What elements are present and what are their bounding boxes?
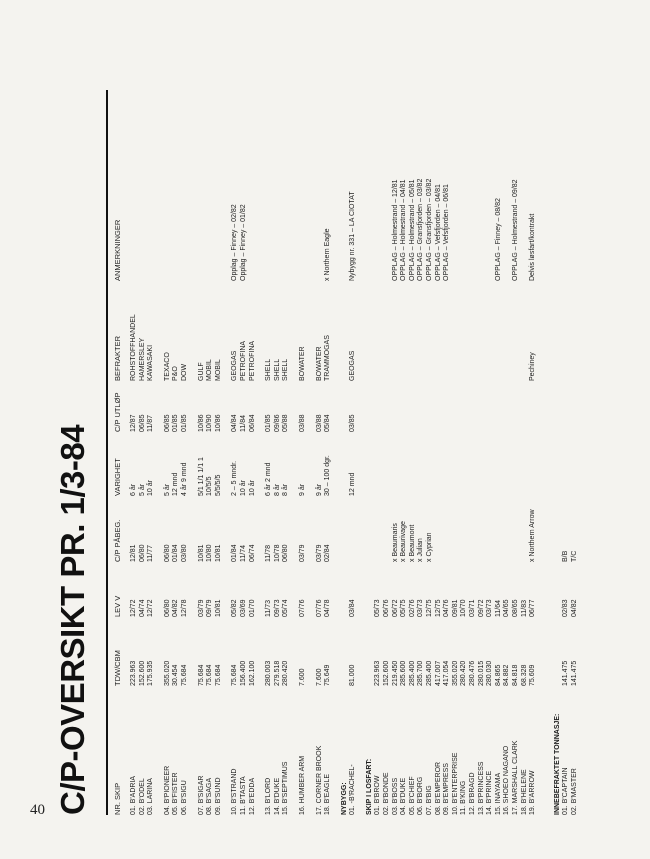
cell-charterer: TEXACO xyxy=(163,352,171,381)
cell-ship: 01. B'CAPTAIN xyxy=(562,767,570,815)
cell-ship: 08. B'SAGA xyxy=(206,777,214,815)
cell-cp-start: 11/78 xyxy=(265,545,273,562)
table-row xyxy=(181,90,190,815)
cell-charterer: SHELL xyxy=(273,358,281,381)
cell-duration: 12 mnd xyxy=(349,472,357,496)
cell-ship: 02. B'ODEL xyxy=(138,778,146,815)
cell-cp-start: 01/84 xyxy=(172,544,180,562)
cell-cp-end: 06/85 xyxy=(163,414,171,432)
cell-lev: 09/72 xyxy=(477,599,485,617)
cell-remarks: OPPLAG – Holmestrand – 04/81 xyxy=(400,179,408,281)
cell-lev: 10/81 xyxy=(214,599,222,617)
cell-lev: 10/70 xyxy=(460,599,468,617)
table-row xyxy=(249,90,258,815)
cell-ship: 10. B'ENTERPRISE xyxy=(451,752,459,815)
cell-lev: 05/74 xyxy=(282,599,290,617)
cell-cp-end: 11/87 xyxy=(147,415,155,432)
table-row xyxy=(478,90,487,815)
cell-cp-start: 06/80 xyxy=(163,544,171,562)
cell-cp-start: x Cyprian xyxy=(426,532,434,562)
cell-ship: 16. SHOEO NAGANO xyxy=(503,745,511,815)
cell-remarks: OPPLAG – Vefsfjorden – 04/81 xyxy=(434,184,442,281)
cell-ship: 13. B'LORD xyxy=(265,777,273,815)
table-row xyxy=(426,90,435,815)
cell-lev: 05/82 xyxy=(231,599,239,617)
cell-duration: 30 – 100 dgr. xyxy=(324,455,332,496)
cell-remarks: Delvis løsfart/kontrakt xyxy=(529,213,537,281)
cell-cp-end: 01/85 xyxy=(172,414,180,432)
cell-ship: 05. B'FISTER xyxy=(172,772,180,815)
cell-cp-start: 03/79 xyxy=(315,544,323,562)
cell-duration: 8 år xyxy=(273,483,281,496)
cell-cp-end: 01/85 xyxy=(265,414,273,432)
cell-charterer: GEOGAS xyxy=(231,350,239,381)
cell-remarks: Opplag – Finney – 01/82 xyxy=(239,204,247,281)
cell-tdw: 285.400 xyxy=(426,660,434,686)
table-row xyxy=(400,90,409,815)
cell-cp-start: T/C xyxy=(570,550,578,562)
table-row xyxy=(443,90,452,815)
cell-charterer: BOWATER xyxy=(315,346,323,381)
cell-remarks: OPPLAG – Gransfjorden – 03/82 xyxy=(426,178,434,281)
cell-lev: 12/72 xyxy=(147,599,155,617)
cell-duration: 10 år xyxy=(248,480,256,496)
cell-cp-end: 03/88 xyxy=(298,414,306,432)
cell-duration: 5/5/5/5 xyxy=(214,474,222,496)
cell-cp-start: 03/79 xyxy=(298,544,306,562)
cell-charterer: PETROFINA xyxy=(248,340,256,381)
cell-duration: 10/5/5 xyxy=(206,476,214,496)
cell-ship: NYBYGG: xyxy=(340,782,348,815)
cell-tdw: 175.935 xyxy=(147,660,155,686)
cell-cp-start: 11/74 xyxy=(239,545,247,562)
cell-tdw: 75.609 xyxy=(529,664,537,686)
cell-tdw: 417.054 xyxy=(443,660,451,686)
table-row xyxy=(495,90,504,815)
cell-lev: 03/84 xyxy=(349,599,357,617)
cell-ship: 13. B'PRINCESS xyxy=(477,761,485,815)
cell-cp-end: 10/90 xyxy=(206,414,214,432)
cell-tdw: 285.400 xyxy=(408,660,416,686)
cell-duration: 9 år xyxy=(298,483,306,496)
cell-lev: 07/76 xyxy=(298,599,306,617)
cell-cp-start: x Beaumont xyxy=(408,524,416,562)
cell-lev: 04/82 xyxy=(570,599,578,617)
cell-ship: SKIP I LOSFART: xyxy=(365,758,373,815)
cell-tdw: 84.865 xyxy=(494,664,502,686)
cell-remarks: Opplag – Finney – 02/82 xyxy=(231,204,239,281)
cell-cp-start: B/B xyxy=(562,550,570,562)
table-row xyxy=(130,90,139,815)
cell-lev: 03/73 xyxy=(486,599,494,617)
cell-duration: 6 år 2 mnd xyxy=(265,462,273,496)
table-row xyxy=(486,90,495,815)
cell-cp-start: 06/80 xyxy=(138,544,146,562)
cell-charterer: SHELL xyxy=(265,358,273,381)
cell-charterer: SHELL xyxy=(282,358,290,381)
cell-tdw: 68.328 xyxy=(520,664,528,686)
cell-cp-start: 11/77 xyxy=(147,545,155,562)
cell-tdw: 84.818 xyxy=(511,664,519,686)
cell-cp-start: 10/80 xyxy=(206,544,214,562)
cell-lev: 04/82 xyxy=(172,599,180,617)
cell-tdw: 81.000 xyxy=(349,664,357,686)
cell-tdw: 280.030 xyxy=(486,660,494,686)
cell-cp-end: 03/88 xyxy=(315,414,323,432)
cell-cp-start: x Northern Arrow xyxy=(529,509,537,562)
cell-ship: 17. CORNER BROOK xyxy=(315,745,323,815)
cell-charterer: KAWASAKI xyxy=(147,344,155,381)
cell-cp-start: x Beaurivage xyxy=(400,521,408,562)
header-cp-pabeg: C/P PÅBEG. xyxy=(113,519,122,562)
cell-lev: 07/76 xyxy=(315,599,323,617)
table-body xyxy=(130,90,580,815)
cell-lev: 02/76 xyxy=(408,599,416,617)
cell-tdw: 223.963 xyxy=(130,660,137,686)
header-varighet: VARIGHET xyxy=(113,458,122,496)
cell-lev: 05/73 xyxy=(374,599,382,617)
cell-cp-start: 10/81 xyxy=(214,544,222,562)
cell-lev: 03/71 xyxy=(469,599,476,617)
cell-ship: 04. B'DUKE xyxy=(400,777,408,815)
table-row xyxy=(383,90,392,815)
cell-ship: 11. B'KING xyxy=(460,780,468,815)
cell-cp-start: x Julian xyxy=(417,538,425,562)
cell-ship: 09. B'EMPRESS xyxy=(443,763,451,815)
cell-cp-end: 03/85 xyxy=(349,414,357,432)
cell-tdw: 280.420 xyxy=(282,660,290,686)
table-row xyxy=(282,90,291,815)
table-row xyxy=(215,90,224,815)
cell-lev: 04/78 xyxy=(324,599,332,617)
rotated-table-page xyxy=(44,90,614,815)
cell-ship: 05. B'CHIEF xyxy=(408,776,416,815)
cell-tdw: 285.600 xyxy=(400,660,408,686)
cell-charterer: P&O xyxy=(172,366,180,381)
cell-cp-start: 12/81 xyxy=(130,544,137,562)
cell-ship: 06. B'BORG xyxy=(417,776,425,815)
cell-tdw: 223.963 xyxy=(374,660,382,686)
cell-tdw: 75.684 xyxy=(231,664,239,686)
cell-lev: 06/76 xyxy=(383,599,391,617)
table-row xyxy=(571,90,580,815)
cell-ship: 01. B'BROW xyxy=(374,775,382,815)
cell-tdw: 75.684 xyxy=(214,664,222,686)
cell-ship: 01. -B'RACHEL- xyxy=(349,764,357,815)
cell-ship: 12. B'EDDA xyxy=(248,777,256,815)
table-row xyxy=(452,90,461,815)
table-row xyxy=(147,90,156,815)
cell-cp-start: 10/78 xyxy=(273,544,281,562)
cell-tdw: 7.600 xyxy=(298,668,306,686)
cell-ship: 07. B'SIGAR xyxy=(197,775,205,815)
cell-duration: 5 år xyxy=(163,483,171,496)
cell-duration: 5/1 1/1 1/1 1 xyxy=(197,457,205,496)
title-rule xyxy=(106,90,108,815)
table-row xyxy=(316,90,325,815)
cell-cp-end: 05/84 xyxy=(324,414,332,432)
table-row xyxy=(503,90,512,815)
cell-remarks: OPPLAG – Finney – 08/82 xyxy=(494,198,502,281)
cell-duration: 8 år xyxy=(282,483,290,496)
table-row xyxy=(435,90,444,815)
section-heading xyxy=(341,90,350,815)
table-row xyxy=(409,90,418,815)
cell-lev: 03/79 xyxy=(197,599,205,617)
cell-ship: 18. B'HELENE xyxy=(520,769,528,815)
cell-cp-end: 04/84 xyxy=(231,414,239,432)
cell-duration: 2 – 5 mndr. xyxy=(231,460,239,496)
header-lev-v: LEV V xyxy=(113,595,122,617)
cell-cp-end: 10/86 xyxy=(214,414,222,432)
table-row xyxy=(374,90,383,815)
cell-cp-start: 06/80 xyxy=(282,544,290,562)
cell-lev: 09/79 xyxy=(206,599,214,617)
table-row xyxy=(274,90,283,815)
cell-charterer: PETROFINA xyxy=(239,340,247,381)
table-row xyxy=(512,90,521,815)
cell-lev: 04/65 xyxy=(503,599,511,617)
cell-lev: 06/80 xyxy=(163,599,171,617)
table-row xyxy=(198,90,207,815)
cell-ship: 02. B'MASTER xyxy=(570,768,578,815)
cell-tdw: 285.700 xyxy=(417,660,425,686)
cell-lev: 06/77 xyxy=(529,599,537,617)
cell-remarks: OPPLAG – Holmestrand – 05/81 xyxy=(408,179,416,281)
page-title: C/P-OVERSIKT PR. 1/3-84 xyxy=(54,424,91,815)
section-heading xyxy=(554,90,563,815)
cell-tdw: 141.475 xyxy=(570,660,578,686)
cell-tdw: 156.400 xyxy=(239,660,247,686)
table-row xyxy=(240,90,249,815)
cell-lev: 12/75 xyxy=(434,599,442,617)
cell-tdw: 141.475 xyxy=(562,660,570,686)
cell-ship: 12. B'BRAGD xyxy=(469,772,476,815)
cell-charterer: GEOGAS xyxy=(349,350,357,381)
table-row xyxy=(206,90,215,815)
cell-remarks: Nybygg nr. 331 – LA CIOTAT xyxy=(349,191,357,281)
cell-ship: 19. B'ARROW xyxy=(529,770,537,815)
cell-ship: 16. HUMBER ARM xyxy=(298,755,306,815)
cell-cp-end: 05/88 xyxy=(282,414,290,432)
cell-charterer: HAMERSLEY xyxy=(138,337,146,381)
cell-lev: 11/83 xyxy=(520,600,528,617)
cell-remarks: OPPLAG – Gransfjorden – 03/82 xyxy=(417,178,425,281)
cell-lev: 11/73 xyxy=(265,600,273,617)
cell-cp-end: 10/86 xyxy=(197,414,205,432)
cell-cp-end: 01/85 xyxy=(180,414,188,432)
table-row xyxy=(172,90,181,815)
cell-ship: 17. MARSHALL CLARK xyxy=(511,740,519,815)
cell-charterer: TRAMMOGAS xyxy=(324,335,332,381)
cell-tdw: 162.100 xyxy=(248,660,256,686)
table-row xyxy=(392,90,401,815)
cell-charterer: ROHSTOFFHANDEL xyxy=(130,314,137,381)
table-row xyxy=(265,90,274,815)
cell-tdw: 75.684 xyxy=(197,664,205,686)
cell-tdw: 152.600 xyxy=(383,660,391,686)
cell-ship: 18. B'EAGLE xyxy=(324,773,332,815)
cell-lev: 03/73 xyxy=(417,599,425,617)
cell-tdw: 280.476 xyxy=(469,660,476,686)
table-header xyxy=(110,90,126,815)
cell-duration: 10 år xyxy=(147,480,155,496)
cell-duration: 4 år 9 mnd xyxy=(180,462,188,496)
cell-lev: 01/70 xyxy=(248,599,256,617)
cell-tdw: 280.015 xyxy=(477,660,485,686)
cell-tdw: 417.007 xyxy=(434,660,442,686)
cell-ship: 01. B'ADRIA xyxy=(130,775,137,815)
cell-lev: 09/73 xyxy=(273,599,281,617)
table-row xyxy=(521,90,530,815)
header-cp-utlop: C/P UTLØP xyxy=(113,392,122,432)
cell-remarks: x Northern Eagle xyxy=(324,228,332,281)
cell-cp-end: 06/85 xyxy=(138,414,146,432)
cell-cp-start: x Beaumaris xyxy=(391,523,399,562)
header-befrakter: BEFRAKTER xyxy=(113,335,122,381)
cell-ship: 11. B'TASTA xyxy=(239,776,247,815)
cell-lev: 04/74 xyxy=(138,599,146,617)
cell-lev: 08/65 xyxy=(511,599,519,617)
cell-lev: 12/75 xyxy=(426,599,434,617)
cell-tdw: 219.450 xyxy=(391,660,399,686)
cell-duration: 6 år xyxy=(130,483,137,496)
cell-tdw: 75.649 xyxy=(324,664,332,686)
header-nr-skip: NR. SKIP xyxy=(113,782,122,815)
cell-lev: 03/69 xyxy=(239,599,247,617)
cell-duration: 12 mnd xyxy=(172,472,180,496)
cell-charterer: GULF xyxy=(197,362,205,381)
table-row xyxy=(164,90,173,815)
cell-ship: 15. INAYAMA xyxy=(494,772,502,815)
table-row xyxy=(417,90,426,815)
cell-ship: 14. B'DUKE xyxy=(273,777,281,815)
cell-charterer: Pechiney xyxy=(529,352,537,381)
cell-tdw: 280.003 xyxy=(265,660,273,686)
cell-cp-start: 03/80 xyxy=(180,544,188,562)
cell-lev: 12/78 xyxy=(180,599,188,617)
cell-charterer: MOBIL xyxy=(214,359,222,381)
cell-tdw: 7.600 xyxy=(315,668,323,686)
header-anmerkninger: ANMERKNINGER xyxy=(113,219,122,281)
cell-cp-start: 06/74 xyxy=(248,544,256,562)
cell-remarks: OPPLAG – Vefsfjorden – 06/81 xyxy=(443,184,451,281)
page-number: 40 xyxy=(30,802,45,818)
cell-tdw: 75.684 xyxy=(180,664,188,686)
cell-ship: 06. B'SIGU xyxy=(180,780,188,815)
cell-lev: 05/75 xyxy=(400,599,408,617)
cell-tdw: 355.020 xyxy=(451,660,459,686)
cell-lev: 06/72 xyxy=(391,599,399,617)
cell-ship: 03. LARINA xyxy=(147,778,155,815)
table-row xyxy=(529,90,538,815)
cell-tdw: 75.684 xyxy=(206,664,214,686)
cell-ship: 07. B'BIG xyxy=(426,785,434,815)
cell-duration: 10 år xyxy=(239,480,247,496)
cell-tdw: 84.882 xyxy=(503,664,511,686)
table-row xyxy=(349,90,358,815)
cell-lev: 11/64 xyxy=(494,600,502,617)
cell-lev: 09/81 xyxy=(451,599,459,617)
cell-ship: 04. B'PIONEER xyxy=(163,765,171,815)
cell-tdw: 30.454 xyxy=(172,664,180,686)
table-row xyxy=(469,90,478,815)
cell-duration: 9 år xyxy=(315,483,323,496)
cell-tdw: 152.600 xyxy=(138,660,146,686)
cell-tdw: 279.518 xyxy=(273,660,281,686)
table-row xyxy=(460,90,469,815)
cell-ship: 02. B'BONDE xyxy=(383,772,391,815)
cell-ship: 14. B'PRINCE xyxy=(486,770,494,815)
cell-lev: 02/83 xyxy=(562,599,570,617)
cell-ship: 03. B'BOSS xyxy=(391,777,399,815)
cell-cp-end: 06/84 xyxy=(248,414,256,432)
section-heading xyxy=(366,90,375,815)
cell-ship: 08. B'EMPEROR xyxy=(434,761,442,815)
table-row xyxy=(324,90,333,815)
table-row xyxy=(299,90,308,815)
cell-duration: 5 år xyxy=(138,483,146,496)
cell-tdw: 355.020 xyxy=(163,660,171,686)
cell-cp-start: 01/84 xyxy=(231,544,239,562)
table-row xyxy=(139,90,148,815)
header-tdw-cbm: TDW/CBM xyxy=(113,650,122,686)
cell-lev: 04/76 xyxy=(443,599,451,617)
cell-ship: 15. B'SEPTIMUS xyxy=(282,761,290,815)
cell-lev: 12/72 xyxy=(130,599,137,617)
cell-remarks: OPPLAG – Holmestrand – 09/82 xyxy=(511,179,519,281)
table-row xyxy=(231,90,240,815)
cell-charterer: DOW xyxy=(180,363,188,381)
cell-charterer: BOWATER xyxy=(298,346,306,381)
cell-cp-end: 09/86 xyxy=(273,414,281,432)
cell-cp-start: 10/81 xyxy=(197,544,205,562)
cell-cp-start: 02/84 xyxy=(324,544,332,562)
cell-ship: 10. B'STRAND xyxy=(231,768,239,815)
cell-ship: 09. B'SUND xyxy=(214,777,222,815)
table-row xyxy=(562,90,571,815)
cell-cp-end: 12/87 xyxy=(130,414,137,432)
cell-tdw: 280.420 xyxy=(460,660,468,686)
cell-cp-end: 11/84 xyxy=(239,415,247,432)
cell-remarks: OPPLAG – Holmestrand – 12/81 xyxy=(391,179,399,281)
cell-charterer: MOBIL xyxy=(206,359,214,381)
cell-ship: INNEBEFRAKTET TONNASJE: xyxy=(553,713,561,815)
